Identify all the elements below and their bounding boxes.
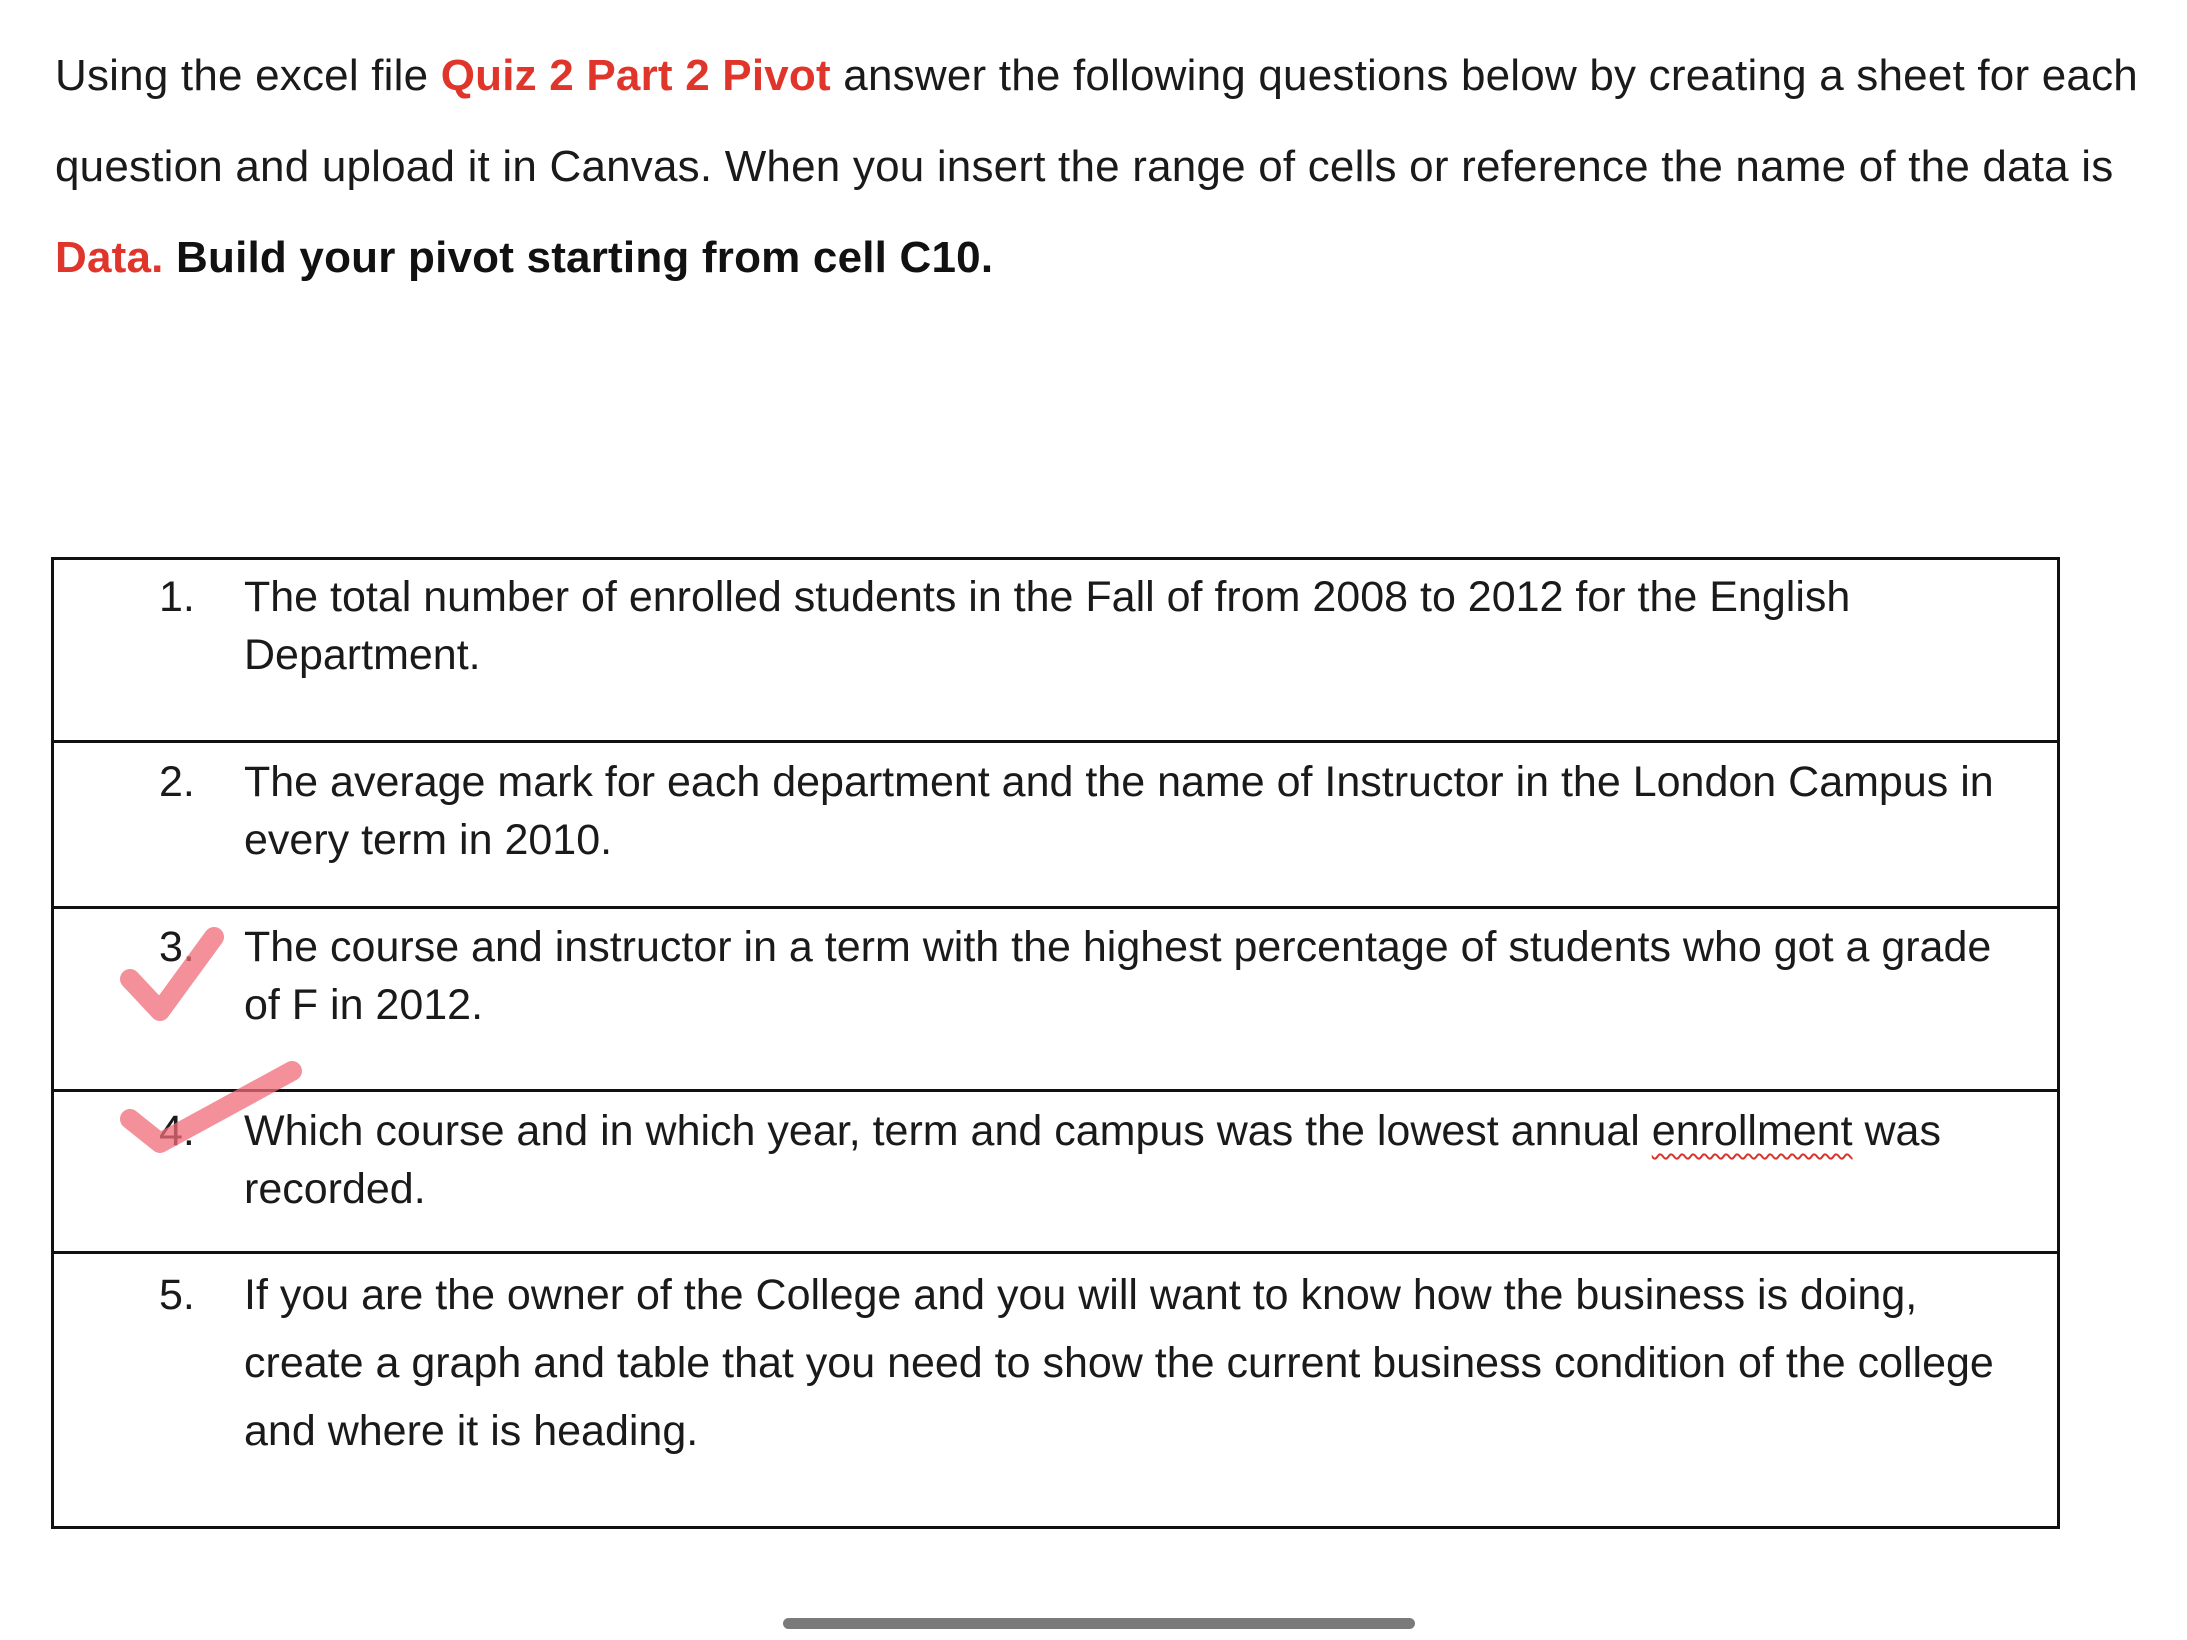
file-name: Quiz 2 Part 2 Pivot [440,51,831,100]
question-text: The course and instructor in a term with the highest percentage of students who got a grade of F in 2012. [244,923,1992,1029]
question-row-2 [54,743,2057,909]
instructions [55,30,2165,303]
question-text [244,1102,2034,1218]
question-number: 4. [159,1107,195,1155]
instructions-line-2: question and upload it in Canvas. When you insert the range of cells or reference the name of the data is [55,142,2114,191]
question-row-5 [54,1254,2057,1526]
question-text: If you are the owner of the College and you will want to know how the business is doing, create a graph and table that you need to show the current business condition of the college and where it is heading. [244,1271,1994,1455]
data-range-name: Data. [55,233,164,282]
questions-table [51,557,2060,1529]
question-text-part: Which course and in which year, term and campus was the lowest annual [244,1107,1652,1155]
question-number: 1. [159,573,195,621]
question-row-1 [54,560,2057,743]
instructions-line-1 [55,30,2165,121]
instructions-text: answer the following questions below by creating a sheet for each [830,51,2138,100]
question-row-4 [54,1092,2057,1254]
question-number: 3. [159,923,195,971]
question-number: 2. [159,758,195,806]
question-row-3 [54,909,2057,1092]
instructions-text: Using the excel file [55,51,441,100]
home-indicator-bar[interactable] [783,1618,1415,1629]
question-text-part: was recorded. [244,1107,1941,1213]
spellcheck-flagged-word: enrollment [1651,1107,1853,1155]
question-number: 5. [159,1271,195,1319]
question-text: The total number of enrolled students in the Fall of from 2008 to 2012 for the English Department. [244,573,1851,679]
instructions-line-3 [55,212,2165,303]
question-text: The average mark for each department and the name of Instructor in the London Campus in every term in 2010. [244,758,1994,864]
pivot-start-instruction: Build your pivot starting from cell C10. [163,233,994,282]
